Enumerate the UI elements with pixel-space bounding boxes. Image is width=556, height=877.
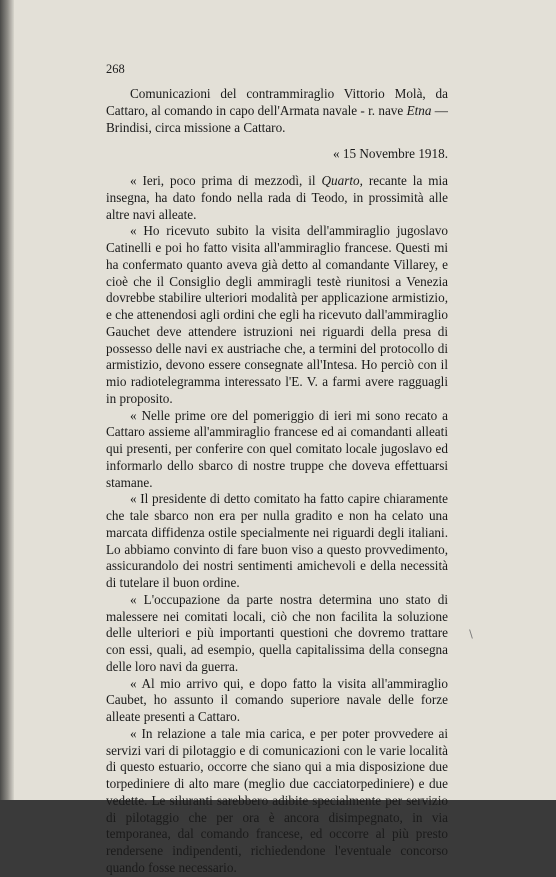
heading-text: Comunicazioni del contrammiraglio Vittorio Molà, da Cattaro, al comando in capo dell'Armata navale - r. nave Etna — Brindisi, circa missione a Cattaro. — [106, 86, 448, 135]
date-line: « 15 Novembre 1918. — [332, 146, 448, 162]
paragraph-2: « Ho ricevuto subito la visita dell'ammiraglio jugoslavo Catinelli e poi ho fatto visita all'ammiraglio francese. Questi mi ha confermato quanto aveva già detto al comandante Villarey, e cioè che il Consiglio degli ammiragli testè riunitosi a Venezia dovrebbe stabilire ulteriori modalità per applicazione armistizio, e che attenendosi agli ordini che egli ha ricevuto dall'ammiraglio Gauchet deve attendere istruzioni nei riguardi della presa di possesso delle navi ex austriache che, a termini del protocollo di armistizio, devono essere consegnate all'Intesa. Ho perciò con il mio radiotelegramma interessato l'E. V. a farmi avere ragguagli in proposito. — [106, 223, 448, 406]
paragraph-4: « Il presidente di detto comitato ha fatto capire chiaramente che tale sbarco non era per nulla gradito e non ha celato una marcata diffidenza ostile specialmente nei riguardi degli italiani. Lo abbiamo convinto di fare buon viso a questo provvedimento, assicurandolo dei nostri sentimenti amichevoli e della necessità di tutelare il buon ordine. — [106, 491, 448, 590]
document-heading — [106, 86, 448, 136]
paragraph-6: « Al mio arrivo qui, e dopo fatto la visita all'ammiraglio Caubet, ho assunto il comando superiore navale delle forze alleate presenti a Cattaro. — [106, 675, 448, 724]
text-column — [106, 86, 448, 877]
page-number: 268 — [106, 62, 125, 76]
paragraph-7: « In relazione a tale mia carica, e per poter provvedere ai servizi vari di pilotaggio e di comunicazioni con le varie località di questo estuario, occorre che siano qui a mia disposizione due torpediniere di alto mare (meglio due cacciatorpediniere) e due vedette. Le siluranti sarebbero adibite specialmente per servizio di pilotaggio che per ora è ancora disimpegnato, in via temporanea, dal comando francese, ed occorre al più presto rendersene indipendenti, richiedendone l'eventuale concorso quando fosse necessario. — [106, 725, 448, 875]
margin-mark: ∖ — [467, 629, 475, 641]
binding-gutter — [0, 0, 14, 800]
paragraph-5: « L'occupazione da parte nostra determina uno stato di malessere nei comitati locali, ciò che non facilita la soluzione delle ulteriori e più importanti questioni che dovremo trattare con essi, quali, ad esempio, quella capitalissima della consegna delle loro navi da guerra. — [106, 591, 448, 674]
paragraph-1: « Ieri, poco prima di mezzodì, il Quarto, recante la mia insegna, ha dato fondo nella rada di Teodo, in prossimità alle altre navi alleate. — [106, 173, 449, 222]
ship-name: Quarto — [321, 173, 360, 188]
paragraph-3: « Nelle prime ore del pomeriggio di ieri mi sono recato a Cattaro assieme all'ammiraglio francese ed ai comandanti alleati qui presenti, per conferire con quel comitato locale jugoslavo ed informarlo dello sbarco di nostre truppe che doveva effettuarsi stamane. — [106, 407, 448, 490]
ship-name: Etna — [406, 102, 432, 118]
